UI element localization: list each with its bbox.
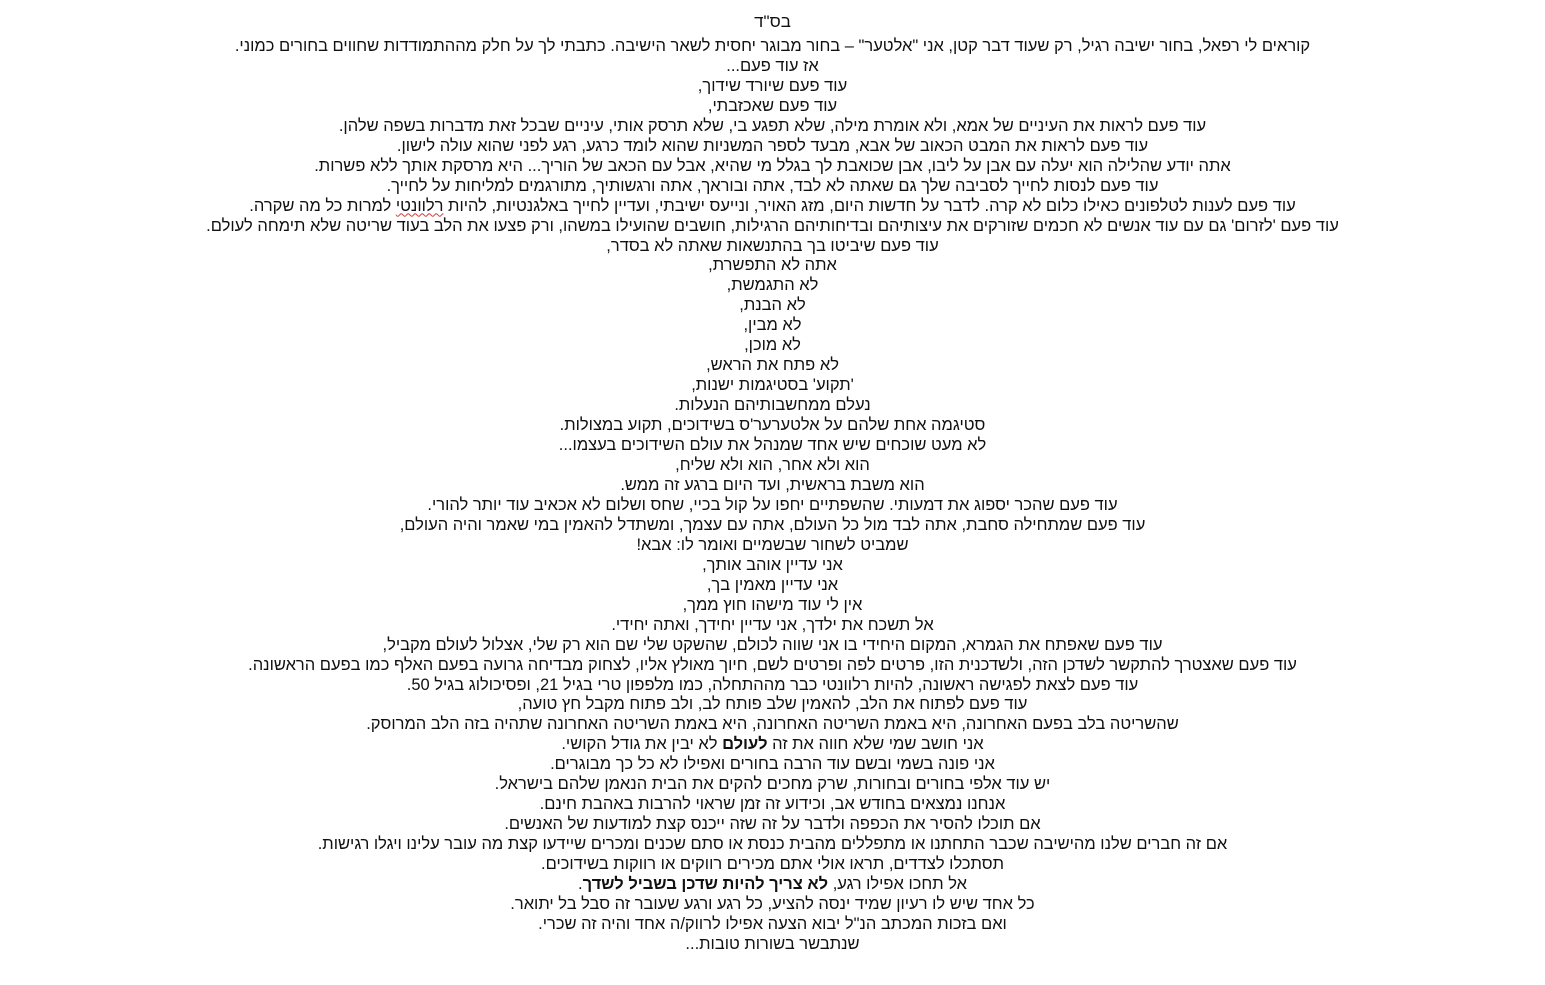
letter-line: עוד פעם לצאת לפגישה ראשונה, להיות רלוונטי כבר מההתחלה, כמו מלפפון טרי בגיל 21, ופסיכולוג בגיל 50. bbox=[406, 675, 1139, 694]
letter-line: קוראים לי רפאל, בחור ישיבה רגיל, רק שעוד דבר קטן, אני "אלטער" – בחור מבוגר יחסית לשאר הישיבה. כתבתי לך על חלק מההתמודדות שחווים בחורים כמוני. bbox=[234, 37, 1311, 55]
letter-line: עוד פעם שאכזבתי, bbox=[707, 96, 838, 115]
letter-line: אין לי עוד מישהו חוץ ממך, bbox=[682, 595, 863, 614]
spellcheck-marked-word[interactable]: רלוונטי bbox=[395, 196, 444, 215]
letter-line: אם זה חברים שלנו מהישיבה שכבר התחתנו או מתפללים מהבית כנסת או סתם שכנים ומכרים שיידעו קצת מה עובר עלינו ויגלו רגישות. bbox=[317, 835, 1228, 854]
letter-line: הוא ולא אחר, הוא ולא שליח, bbox=[675, 456, 870, 475]
letter-line: עוד פעם לנסות לחייך לסביבה שלך גם שאתה לא לבד, אתה ובוראך, אתה ורגשותיך, מתורגמים למליחות על לחייך. bbox=[386, 176, 1159, 195]
letter-line: כל אחד שיש לו רעיון שמיד ינסה להציע, כל רגע ורגע שעובר זה סבל בל יתואר. bbox=[510, 894, 1035, 913]
line-text: אל תחכו אפילו רגע, bbox=[828, 875, 968, 894]
letter-line bbox=[0, 197, 1545, 217]
letter-line bbox=[0, 875, 1545, 895]
letter-line: שהשריטה בלב בפעם האחרונה, היא באמת השריטה האחרונה, היא באמת השריטה האחרונה שתהיה בזה הלב המרוסק. bbox=[366, 715, 1179, 734]
letter-line: לא הבנת, bbox=[739, 296, 806, 315]
letter-line: הוא משבת בראשית, ועד היום ברגע זה ממש. bbox=[620, 475, 925, 494]
letter-line: עוד פעם שיורד שידוך, bbox=[697, 76, 848, 95]
bold-emphasis: לא צריך להיות שדכן בשביל לשדך bbox=[582, 875, 829, 894]
letter-line: עוד פעם שאצטרך להתקשר לשדכן הזה, ולשדכנית הזו, פרטים לפה ופרטים לשם, חיוך מאולץ אליו, לצחוק מבדיחה גרועה בפעם האלף כמו בפעם הראשונה. bbox=[248, 655, 1297, 674]
letter-line: אני עדיין אוהב אותך, bbox=[702, 555, 843, 574]
letter-line: לא התגמשת, bbox=[726, 276, 819, 295]
letter-line: אם תוכלו להסיר את הכפפה ולדבר על זה שזה ייכנס קצת למודעות של האנשים. bbox=[504, 815, 1041, 834]
letter-line: יש עוד אלפי בחורים ובחורות, שרק מחכים להקים את הבית הנאמן שלהם בישראל. bbox=[494, 775, 1051, 794]
letter-line: עוד פעם שהכר יספוג את דמעותי. שהשפתיים יחפו על קול בכיי, שחס ושלום לא אכאיב עוד יותר להורי. bbox=[427, 495, 1118, 514]
letter-line: לא פתח את הראש, bbox=[706, 356, 839, 375]
letter-line: שמביט לשחור שבשמיים ואומר לו: אבא! bbox=[636, 535, 909, 554]
letter-line bbox=[0, 735, 1545, 755]
letter-line: שנתבשר בשורות טובות... bbox=[685, 934, 860, 953]
line-text: לא יבין את גודל הקושי. bbox=[561, 735, 723, 754]
line-text: עוד פעם לענות לטלפונים כאילו כלום לא קרה. לדבר על חדשות היום, מזג האויר, ונייעס ישיבתי, ועדיין לחייך באלגנטיות, להיות bbox=[443, 196, 1296, 215]
letter-line: לא מוכן, bbox=[744, 336, 801, 355]
line-text: אני חושב שמי שלא חווה את זה bbox=[767, 735, 984, 754]
letter-line: עוד פעם לראות את העיניים של אמא, ולא אומרת מילה, שלא תפגע בי, שלא תרסק אותי, עיניים שבכל זאת מדברות בשפה שלהן. bbox=[338, 116, 1207, 135]
letter-line: עוד פעם שאפתח את הגמרא, המקום היחידי בו אני שווה לכולם, שהשקט שלי שם הוא רק שלי, אצלול לעולם מקביל, bbox=[382, 635, 1163, 654]
letter-line: עוד פעם לפתוח את הלב, להאמין שלב פותח לב, ולב פתוח מקבל חץ טועה, bbox=[517, 695, 1028, 714]
line-text: . bbox=[577, 875, 583, 894]
letter-line: ואם בזכות המכתב הנ"ל יבוא הצעה אפילו לרווק/ה אחד והיה זה שכרי. bbox=[538, 914, 1007, 933]
letter-line: עוד פעם שמתחילה סחבת, אתה לבד מול כל העולם, אתה עם עצמך, ומשתדל להאמין במי שאמר והיה העולם, bbox=[399, 515, 1146, 534]
letter-line: לא מבין, bbox=[743, 316, 802, 335]
letter-line: 'תקוע' בסטיגמות ישנות, bbox=[691, 376, 854, 395]
line-text: למרות כל מה שקרה. bbox=[249, 196, 396, 215]
letter-body bbox=[0, 37, 1545, 955]
letter-line: אנחנו נמצאים בחודש אב, וכידוע זה זמן שראוי להרבות באהבת חינם. bbox=[539, 795, 1006, 814]
letter-line: תסתכלו לצדדים, תראו אולי אתם מכירים רווקים או רווקות בשידוכים. bbox=[541, 855, 1004, 874]
letter-line: אתה יודע שהלילה הוא יעלה עם אבן על ליבו, אבן שכואבת לך בגלל מי שהיא, אבל עם הכאב של הוריך... היא מרסקת אותך ללא פשרות. bbox=[314, 156, 1231, 175]
bold-emphasis: לעולם bbox=[722, 735, 768, 754]
letter-line: עוד פעם שיביטו בך בהתנשאות שאתה לא בסדר, bbox=[606, 236, 939, 255]
letter-line: עוד פעם 'לזרום' גם עם עוד אנשים לא חכמים שזורקים את עיצותיהם ובדיחותיהם הרגילות, חושבים שהועילו במשהו, ורק פצעו את הלב בעוד שריטה שלא תימחה לעולם. bbox=[206, 216, 1339, 235]
letter-line: אני עדיין מאמין בך, bbox=[706, 575, 839, 594]
letter-line: אני פונה בשמי ובשם עוד הרבה בחורים ואפילו לא כל כך מבוגרים. bbox=[550, 755, 995, 774]
letter-line: נעלם ממחשבותיהם הנעלות. bbox=[674, 396, 871, 415]
letter-line: אז עוד פעם... bbox=[726, 56, 819, 75]
letter-line: לא מעט שוכחים שיש אחד שמנהל את עולם השידוכים בעצמו... bbox=[558, 436, 987, 455]
letter-line: סטיגמה אחת שלהם על אלטערער'ס בשידוכים, תקוע במצולות. bbox=[559, 416, 986, 435]
document-header: בס"ד bbox=[754, 12, 791, 31]
letter-line: אתה לא התפשרת, bbox=[708, 256, 837, 275]
letter-line: אל תשכח את ילדך, אני עדיין יחידך, ואתה יחידי. bbox=[611, 615, 934, 634]
letter-line: עוד פעם לראות את המבט הכאוב של אבא, מבעד לספר המשניות שהוא לומד כרגע, רגע לפני שהוא עולה לישון. bbox=[396, 136, 1149, 155]
